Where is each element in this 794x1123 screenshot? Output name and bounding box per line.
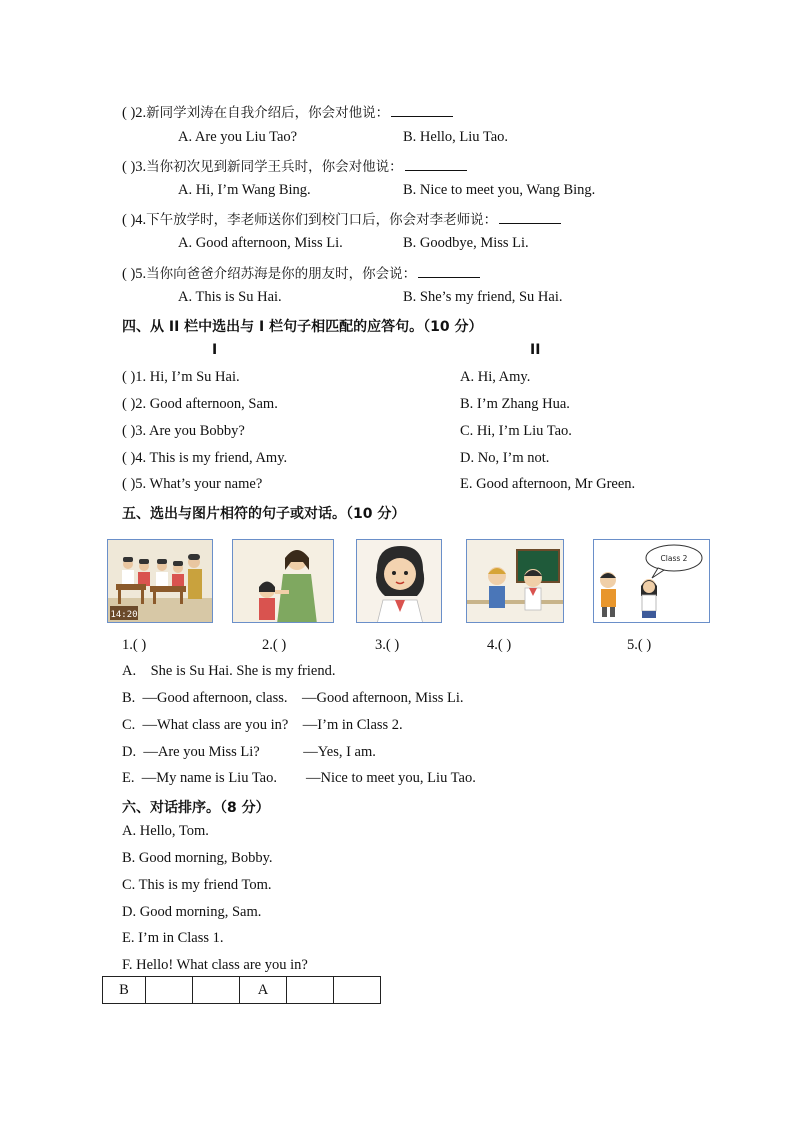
picture-option-c: C. —What class are you in? —I’m in Class 2. [122, 717, 403, 733]
question-number: ( )3. [122, 159, 147, 175]
table-row [103, 977, 381, 1004]
option-a: A. Are you Liu Tao? [178, 129, 298, 145]
dialogue-line-a: A. Hello, Tom. [122, 823, 209, 839]
dialogue-line-c: C. This is my friend Tom. [122, 877, 272, 893]
picture-1-classroom [107, 539, 213, 623]
picture-3-girl [356, 539, 442, 623]
question-number: ( )2. [122, 105, 147, 121]
left-item-2: ( )2. Good afternoon, Sam. [122, 396, 278, 412]
order-answer-table [102, 976, 381, 1004]
picture-option-d: D. —Are you Miss Li? —Yes, I am. [122, 744, 376, 760]
column-i-label: I [212, 342, 218, 358]
dialogue-line-f: F. Hello! What class are you in? [122, 957, 308, 973]
option-b: B. Goodbye, Miss Li. [403, 235, 529, 251]
answer-blank[interactable] [405, 158, 467, 171]
picture-slot-5[interactable]: 5.( ) [627, 637, 652, 653]
question-text: 当你向爸爸介绍苏海是你的朋友时，你会说： [146, 266, 417, 282]
picture-2-teacher [232, 539, 334, 623]
teacher-student-illustration [233, 540, 334, 623]
option-a: A. Hi, I’m Wang Bing. [178, 182, 311, 198]
answer-cell-6[interactable] [334, 977, 381, 1004]
question-text: 当你初次见到新同学王兵时，你会对他说： [146, 159, 403, 175]
dialogue-line-d: D. Good morning, Sam. [122, 904, 262, 920]
option-b: B. She’s my friend, Su Hai. [403, 289, 563, 305]
answer-cell-4[interactable]: A [240, 977, 287, 1004]
picture-option-b: B. —Good afternoon, class. —Good afternoon, Miss Li. [122, 690, 464, 706]
question-text: 下午放学时，李老师送你们到校门口后，你会对李老师说： [146, 212, 498, 228]
class-bubble-illustration [594, 540, 710, 623]
answer-cell-1[interactable]: B [103, 977, 146, 1004]
question-number: ( )5. [122, 266, 147, 282]
part6-heading: 六、对话排序。（8 分） [122, 800, 270, 816]
right-item-b: B. I’m Zhang Hua. [460, 396, 570, 412]
right-item-a: A. Hi, Amy. [460, 369, 531, 385]
clock-label: 14:20 [110, 610, 138, 620]
right-item-e: E. Good afternoon, Mr Green. [460, 476, 636, 492]
option-a: A. This is Su Hai. [178, 289, 282, 305]
question-number: ( )4. [122, 212, 147, 228]
part5-heading: 五、选出与图片相符的句子或对话。（10 分） [122, 506, 406, 522]
picture-option-e: E. —My name is Liu Tao. —Nice to meet you, Liu Tao. [122, 770, 476, 786]
answer-cell-5[interactable] [287, 977, 334, 1004]
picture-slot-3[interactable]: 3.( ) [375, 637, 400, 653]
picture-option-a: A. She is Su Hai. She is my friend. [122, 663, 336, 679]
dialogue-line-b: B. Good morning, Bobby. [122, 850, 273, 866]
classroom-illustration [108, 540, 213, 623]
right-item-c: C. Hi, I’m Liu Tao. [460, 423, 572, 439]
dialogue-line-e: E. I’m in Class 1. [122, 930, 224, 946]
answer-cell-2[interactable] [146, 977, 193, 1004]
part4-heading: 四、从 II 栏中选出与 I 栏句子相匹配的应答句。（10 分） [122, 319, 483, 335]
picture-5-class-bubble [593, 539, 710, 623]
picture-slot-2[interactable]: 2.( ) [262, 637, 287, 653]
answer-cell-3[interactable] [193, 977, 240, 1004]
left-item-4: ( )4. This is my friend, Amy. [122, 450, 288, 466]
left-item-3: ( )3. Are you Bobby? [122, 423, 245, 439]
picture-slot-4[interactable]: 4.( ) [487, 637, 512, 653]
picture-slot-1[interactable]: 1.( ) [122, 637, 147, 653]
answer-blank[interactable] [499, 211, 561, 224]
left-item-5: ( )5. What’s your name? [122, 476, 263, 492]
column-ii-label: II [530, 342, 541, 358]
right-item-d: D. No, I’m not. [460, 450, 550, 466]
left-item-1: ( )1. Hi, I’m Su Hai. [122, 369, 240, 385]
girl-illustration [357, 540, 442, 623]
option-b: B. Hello, Liu Tao. [403, 129, 509, 145]
answer-blank[interactable] [391, 104, 453, 117]
option-b: B. Nice to meet you, Wang Bing. [403, 182, 596, 198]
question-text: 新同学刘涛在自我介绍后，你会对他说： [146, 105, 390, 121]
option-a: A. Good afternoon, Miss Li. [178, 235, 343, 251]
picture-4-boys [466, 539, 564, 623]
bubble-text: Class 2 [660, 554, 688, 563]
answer-blank[interactable] [418, 265, 480, 278]
two-boys-illustration [467, 540, 564, 623]
